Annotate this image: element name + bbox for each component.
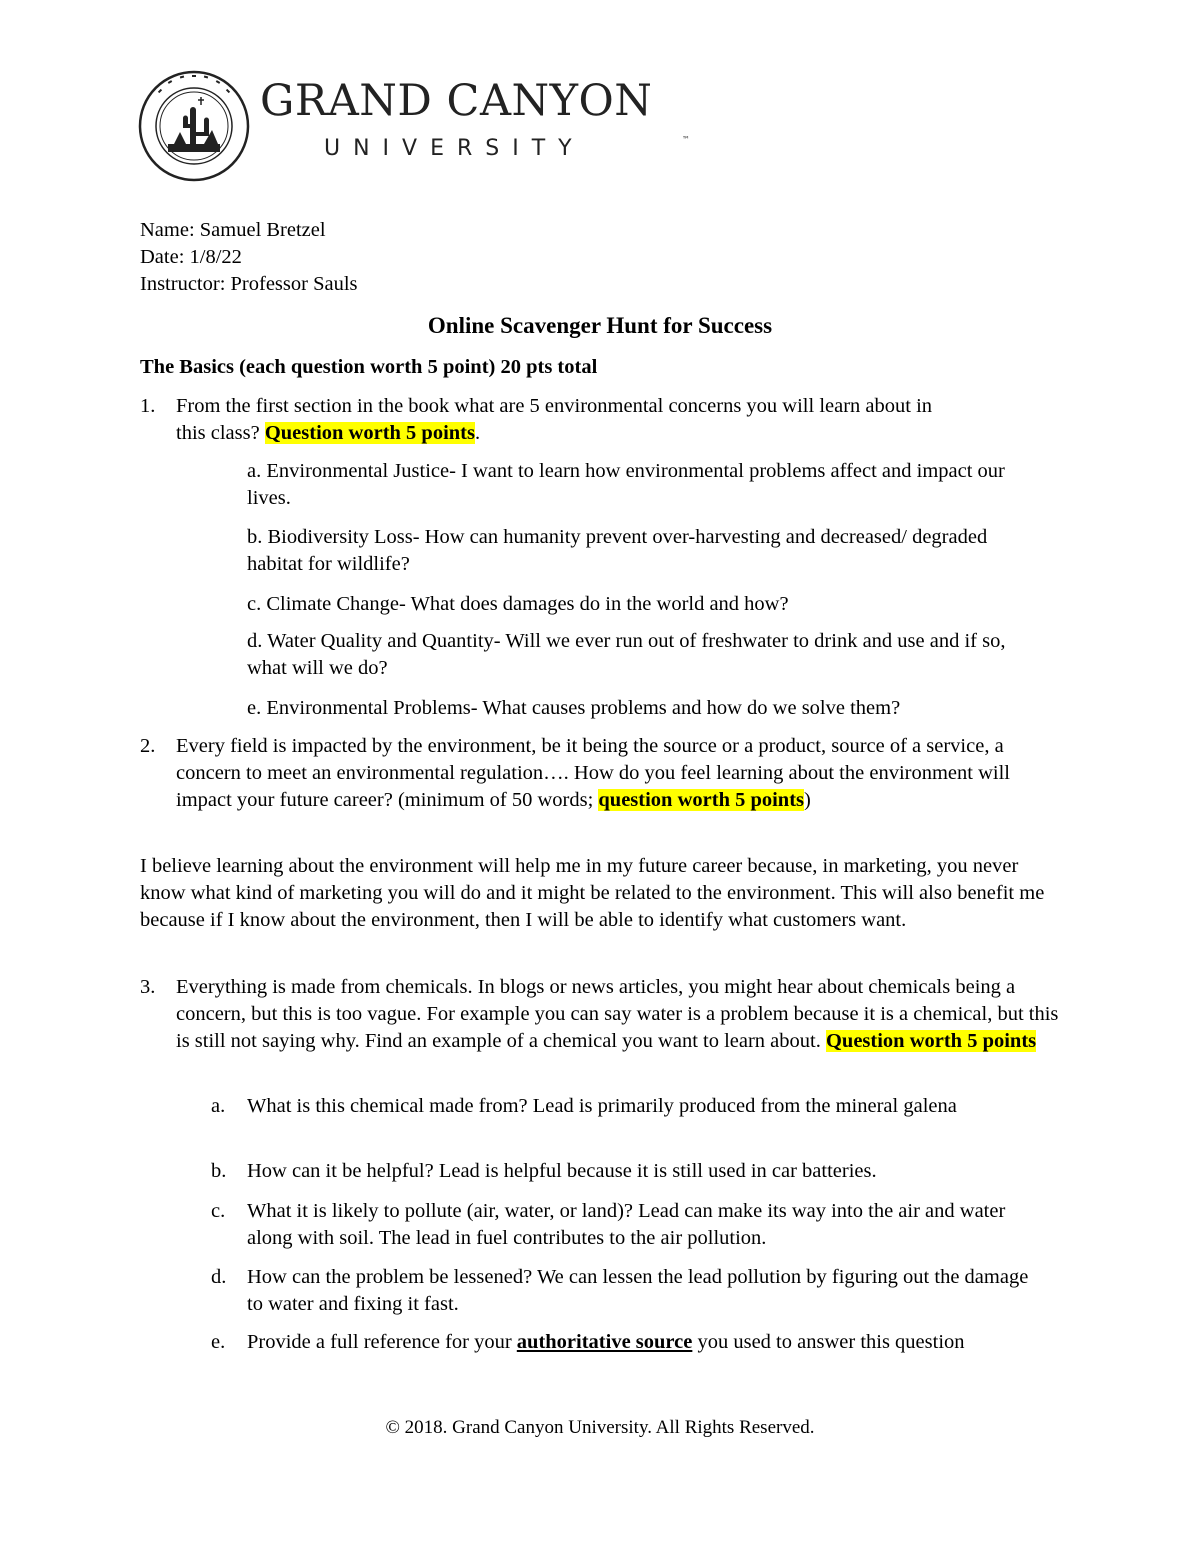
item-letter: d. <box>211 1266 227 1288</box>
question-3-item: What it is likely to pollute (air, water, or land)? Lead can make its way into the air and water along with soil. The lead in fuel contributes to the air pollution. <box>247 1200 1006 1249</box>
points-highlight: Question worth 5 points <box>264 422 475 444</box>
question-text: Everything is made from chemicals. In blogs or news articles, you might hear about chemicals being a concern, but this is too vague. For example you can say water is a problem because it is a chemical, but this is still not saying why. Find an example of a chemical you want to learn about. <box>176 976 1059 1052</box>
item-letter: a. <box>211 1095 226 1117</box>
item-letter: b. <box>211 1160 227 1182</box>
instructor-name: Instructor: Professor Sauls <box>140 273 358 295</box>
section-heading: The Basics (each question worth 5 point) 20 pts total <box>140 356 598 378</box>
question-text: you used to answer this question <box>692 1331 965 1353</box>
authoritative-source-term: authoritative source <box>516 1331 693 1353</box>
question-text: . <box>474 422 481 444</box>
answer-item: e. Environmental Problems- What causes problems and how do we solve them? <box>247 697 901 719</box>
question-number: 1. <box>140 395 156 417</box>
answer-item: a. Environmental Justice- I want to learn how environmental problems affect and impact our lives. <box>247 460 1005 509</box>
question-3-item: How can the problem be lessened? We can lessen the lead pollution by figuring out the damage to water and fixing it fast. <box>247 1266 1029 1315</box>
university-seal-icon <box>138 70 250 182</box>
question-text: From the first section in the book what are 5 environmental concerns you will learn about in <box>176 395 933 417</box>
points-highlight: Question worth 5 points <box>825 1030 1037 1052</box>
question-number: 3. <box>140 976 156 998</box>
question-2-prompt <box>176 733 1060 814</box>
trademark-symbol: ™ <box>682 135 690 144</box>
answer-item: b. Biodiversity Loss- How can humanity prevent over-harvesting and decreased/ degraded habitat for wildlife? <box>247 526 988 575</box>
question-text: Every field is impacted by the environment, be it being the source or a product, source of a service, a concern to meet an environmental regulation…. How do you feel learning about the environment will impact your future career? (minimum of 50 words; <box>176 735 1010 811</box>
question-3-prompt <box>176 974 1060 1055</box>
item-letter: c. <box>211 1200 226 1222</box>
document-title: Online Scavenger Hunt for Success <box>427 313 773 338</box>
item-letter: e. <box>211 1331 226 1353</box>
points-highlight: question worth 5 points <box>598 789 805 811</box>
student-name: Name: Samuel Bretzel <box>140 219 326 241</box>
question-2-answer: I believe learning about the environment will help me in my future career because, in marketing, you never know what kind of marketing you will do and it might be related to the environment. This will also benefit me because if I know about the environment, then I will be able to identify what customers want. <box>140 855 1045 931</box>
question-text: ) <box>804 789 811 811</box>
question-text: Provide a full reference for your <box>247 1331 517 1353</box>
gcu-logo <box>138 70 690 185</box>
submission-date: Date: 1/8/22 <box>140 246 242 268</box>
brand-name: GRAND CANYON <box>260 76 653 126</box>
answer-item: c. Climate Change- What does damages do in the world and how? <box>247 593 789 615</box>
question-number: 2. <box>140 735 156 757</box>
copyright-footer: © 2018. Grand Canyon University. All Rights Reserved. <box>385 1417 815 1438</box>
brand-subtitle: UNIVERSITY <box>324 136 585 161</box>
question-1-prompt <box>176 393 1056 447</box>
question-3-item: What is this chemical made from? Lead is primarily produced from the mineral galena <box>247 1095 957 1117</box>
question-3-item: How can it be helpful? Lead is helpful because it is still used in car batteries. <box>247 1160 877 1182</box>
question-text: this class? <box>176 422 265 444</box>
answer-item: d. Water Quality and Quantity- Will we ever run out of freshwater to drink and use and if so, what will we do? <box>247 630 1006 679</box>
question-3-item <box>247 1329 1007 1356</box>
